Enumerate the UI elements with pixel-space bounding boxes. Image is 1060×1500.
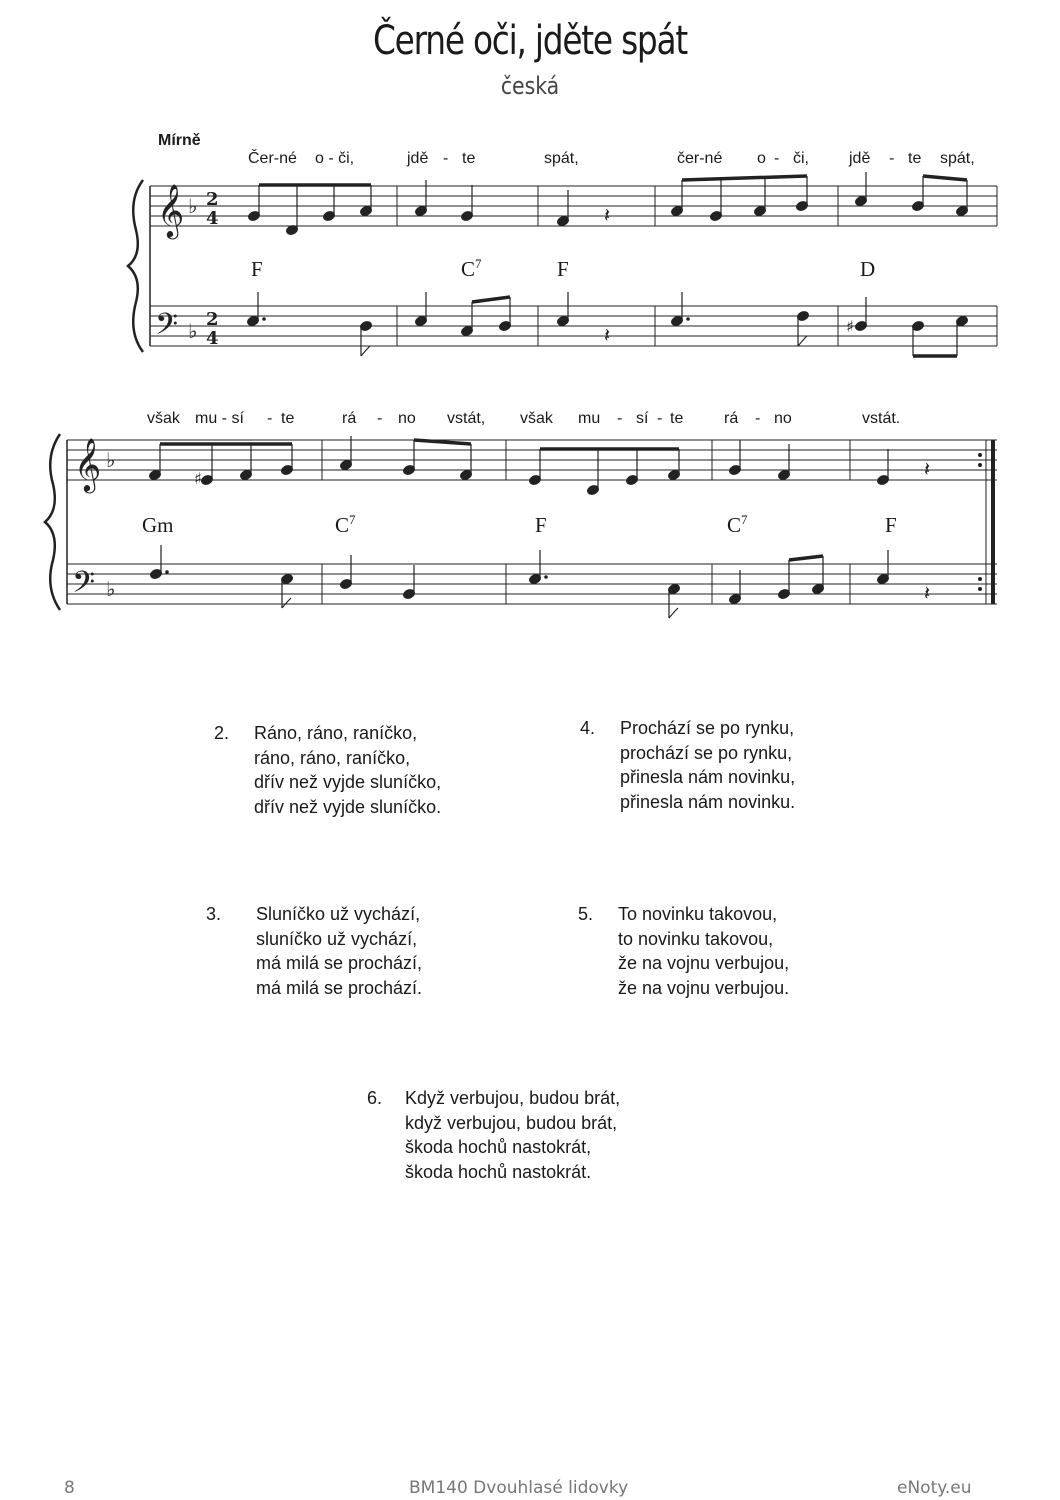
verse-line: má milá se prochází,	[256, 953, 423, 973]
verse-line: škoda hochů nastokrát.	[405, 1161, 592, 1182]
verse-6	[367, 1086, 621, 1184]
verse-line: že na vojnu verbujou,	[618, 953, 790, 973]
song-title: Černé oči, jděte spát	[372, 18, 688, 64]
lyric-syllable: Čer-né	[248, 150, 297, 167]
verse-line: dřív než vyjde sluníčko.	[254, 796, 442, 817]
lyric-syllable: -	[443, 150, 449, 167]
verse-line: že na vojnu verbujou.	[618, 977, 790, 998]
verse-line: dřív než vyjde sluníčko,	[254, 772, 442, 792]
chord-symbol: Gm	[142, 513, 174, 537]
quarter-rest: 𝄽	[604, 203, 611, 227]
verse-line: když verbujou, budou brát,	[405, 1112, 618, 1133]
chord-symbol: $C^7$	[335, 512, 356, 537]
quarter-rest: 𝄽	[924, 457, 931, 481]
lyric-syllable: te	[281, 410, 295, 427]
sheet-music-notation	[0, 0, 1060, 640]
lyric-syllable: -	[774, 150, 780, 167]
lyric-syllable: te	[462, 150, 476, 167]
lyric-syllable: te	[670, 410, 684, 427]
verse-line: Sluníčko už vychází,	[256, 904, 421, 924]
time-signature-bottom: 4	[206, 208, 219, 229]
treble-staff	[67, 440, 997, 480]
sharp-accidental: ♯	[194, 469, 202, 488]
verse-line: Když verbujou, budou brát,	[405, 1088, 621, 1108]
quarter-rest: 𝄽	[924, 581, 931, 605]
chord-symbol: $C^7$	[461, 256, 482, 281]
lyric-syllable: -	[267, 410, 273, 427]
verse-line: prochází se po rynku,	[620, 742, 793, 763]
lyric-syllable: mu	[578, 410, 601, 427]
verse-line: ráno, ráno, raníčko,	[254, 747, 411, 768]
verse-2	[214, 721, 442, 819]
bass-staff	[67, 564, 997, 604]
verse-5	[578, 902, 790, 1000]
bass-clef: 𝄢	[72, 566, 96, 607]
publisher-site: eNoty.eu	[897, 1478, 972, 1498]
chord-symbol: F	[557, 257, 569, 281]
verse-line: přinesla nám novinku,	[620, 767, 796, 787]
song-origin: česká	[500, 72, 560, 100]
lyric-syllable: mu - sí	[195, 410, 244, 427]
verse-line: přinesla nám novinku.	[620, 791, 796, 812]
chord-symbol: F	[535, 513, 547, 537]
chord-symbol: $C^7$	[727, 512, 748, 537]
lyric-syllable: vstát,	[447, 410, 486, 427]
lyric-syllable: jdě	[849, 150, 871, 167]
lyric-syllable: -	[889, 150, 895, 167]
lyric-syllable: rá	[724, 410, 739, 427]
lyric-syllable: však	[147, 410, 180, 427]
time-signature-top: 2	[206, 189, 219, 210]
time-signature-bottom: 4	[206, 328, 219, 349]
brace	[45, 434, 60, 610]
verse-line: Ráno, ráno, raníčko,	[254, 723, 418, 743]
key-signature-flat: ♭	[106, 448, 116, 472]
lyric-syllable: spát,	[544, 150, 579, 167]
verse-number: 6.	[367, 1088, 383, 1108]
verse-4	[580, 716, 796, 814]
verse-number: 3.	[206, 904, 222, 924]
lyric-syllable: však	[520, 410, 553, 427]
verse-line: to novinku takovou,	[618, 928, 774, 949]
verse-line: má milá se prochází.	[256, 977, 423, 998]
chord-symbol: D	[860, 257, 876, 281]
key-signature-flat: ♭	[188, 194, 198, 218]
lyric-syllable: no	[398, 410, 416, 427]
lyric-syllable: te	[908, 150, 922, 167]
treble-notes-system-2	[148, 436, 889, 496]
lyric-syllable: rá	[342, 410, 357, 427]
sharp-accidental: ♯	[846, 317, 854, 336]
lyric-syllable: no	[774, 410, 792, 427]
time-signature-top: 2	[206, 309, 219, 330]
lyric-syllable: -	[657, 410, 663, 427]
treble-clef: 𝄞	[157, 183, 185, 237]
verse-line: Prochází se po rynku,	[620, 718, 795, 738]
bass-notes-system-2	[149, 545, 889, 618]
brace	[128, 180, 143, 352]
lyric-syllable: spát,	[940, 150, 975, 167]
lyric-syllable: vstát.	[862, 410, 901, 427]
lyric-syllable: o	[757, 150, 766, 167]
book-title: BM140 Dvouhlasé lidovky	[409, 1478, 629, 1498]
tempo-marking: Mírně	[158, 132, 201, 149]
lyric-syllable: čer-né	[677, 150, 723, 167]
lyric-syllable: -	[755, 410, 761, 427]
verse-line: To novinku takovou,	[618, 904, 778, 924]
verse-number: 2.	[214, 723, 230, 743]
lyric-syllable: jdě	[407, 150, 429, 167]
verse-line: sluníčko už vychází,	[256, 928, 418, 949]
verse-line: škoda hochů nastokrát,	[405, 1137, 592, 1157]
verse-3	[206, 902, 423, 1000]
bass-clef: 𝄢	[155, 308, 179, 349]
lyric-syllable: -	[377, 410, 383, 427]
key-signature-flat: ♭	[106, 577, 116, 601]
chord-symbol: F	[251, 257, 263, 281]
key-signature-flat: ♭	[188, 319, 198, 343]
lyric-syllable: -	[617, 410, 623, 427]
quarter-rest: 𝄽	[604, 323, 611, 347]
lyric-syllable: či,	[793, 150, 809, 167]
bass-staff	[150, 306, 997, 346]
treble-clef: 𝄞	[74, 437, 102, 491]
page-number: 8	[64, 1478, 75, 1498]
verse-number: 4.	[580, 718, 596, 738]
chord-symbol: F	[885, 513, 897, 537]
treble-staff	[150, 186, 997, 226]
verse-number: 5.	[578, 904, 594, 924]
lyric-syllable: o - či,	[315, 150, 355, 167]
lyric-syllable: sí	[636, 410, 649, 427]
